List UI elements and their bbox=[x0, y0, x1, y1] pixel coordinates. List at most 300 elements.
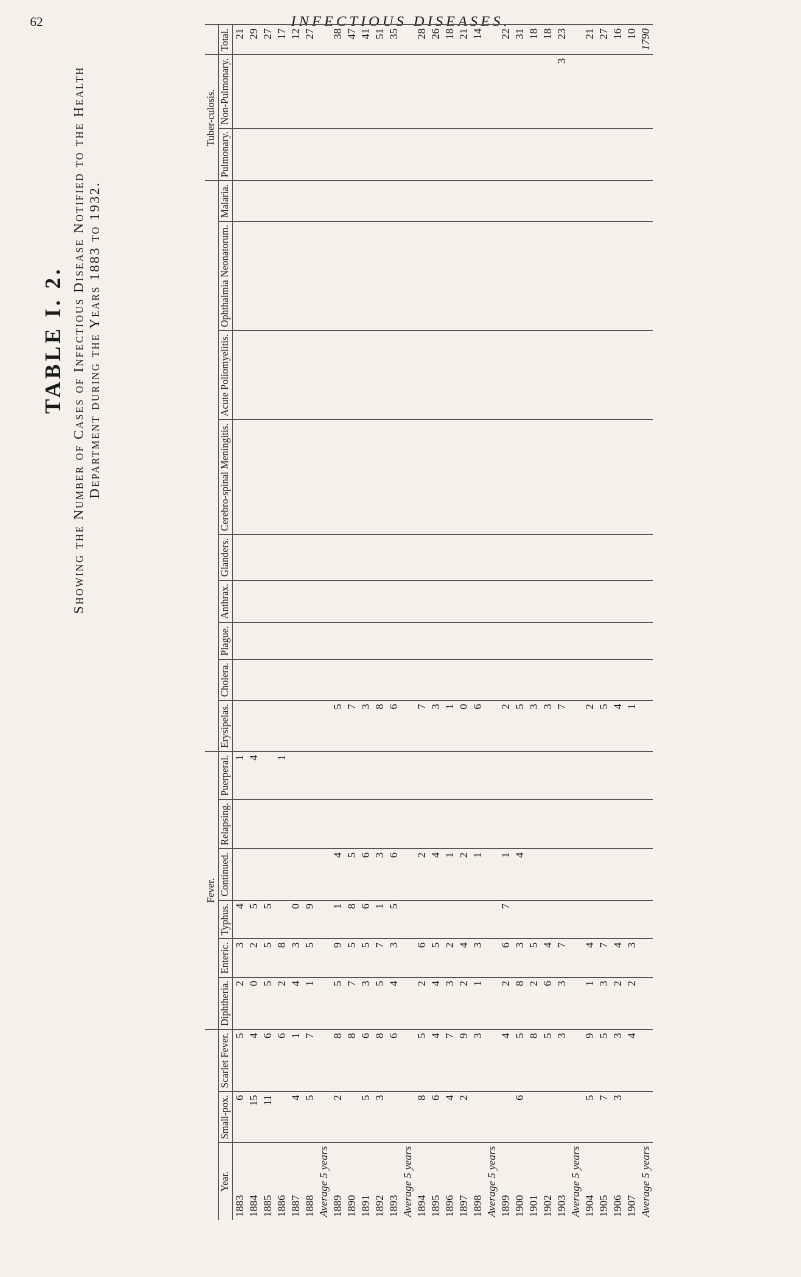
data-cell bbox=[275, 55, 289, 128]
data-cell bbox=[485, 700, 499, 751]
data-cell bbox=[597, 420, 611, 535]
year-cell: 1897 bbox=[457, 1143, 471, 1220]
data-cell bbox=[331, 55, 345, 128]
data-cell bbox=[527, 799, 541, 849]
data-cell bbox=[233, 331, 248, 420]
data-cell: 6 bbox=[541, 977, 555, 1029]
data-cell: 5 bbox=[513, 1029, 527, 1091]
data-cell bbox=[247, 55, 261, 128]
data-cell bbox=[625, 900, 639, 939]
data-cell bbox=[569, 1091, 583, 1142]
data-cell bbox=[457, 221, 471, 330]
data-cell: 5 bbox=[597, 1029, 611, 1091]
year-cell: 1904 bbox=[583, 1143, 597, 1220]
table-row bbox=[275, 25, 289, 1220]
data-cell bbox=[597, 900, 611, 939]
data-cell bbox=[289, 752, 303, 800]
data-cell: 18 bbox=[541, 25, 555, 55]
data-cell bbox=[275, 181, 289, 222]
table-title-block bbox=[40, 30, 104, 650]
year-cell: 1902 bbox=[541, 1143, 555, 1220]
data-cell bbox=[247, 420, 261, 535]
data-cell: 5 bbox=[597, 700, 611, 751]
column-header: Glanders. bbox=[219, 535, 233, 581]
data-cell bbox=[303, 849, 317, 900]
data-cell bbox=[541, 55, 555, 128]
data-cell: 2 bbox=[233, 977, 248, 1029]
data-cell: 3 bbox=[359, 700, 373, 751]
data-cell bbox=[639, 977, 653, 1029]
data-cell bbox=[401, 181, 415, 222]
title-line-2: Department during the Years 1883 to 1932. bbox=[88, 181, 103, 499]
data-cell bbox=[457, 331, 471, 420]
data-cell bbox=[415, 181, 429, 222]
data-cell: 1 bbox=[471, 849, 485, 900]
data-cell bbox=[373, 752, 387, 800]
data-cell bbox=[471, 535, 485, 581]
data-cell: 18 bbox=[527, 25, 541, 55]
data-cell bbox=[625, 535, 639, 581]
data-cell bbox=[415, 622, 429, 659]
data-cell bbox=[541, 900, 555, 939]
notification-table bbox=[205, 24, 653, 1220]
table-row bbox=[233, 25, 248, 1220]
data-cell bbox=[233, 849, 248, 900]
data-cell bbox=[303, 659, 317, 700]
data-cell: 8 bbox=[345, 1029, 359, 1091]
data-cell bbox=[499, 799, 513, 849]
data-cell bbox=[401, 535, 415, 581]
data-cell bbox=[583, 221, 597, 330]
data-cell bbox=[443, 535, 457, 581]
data-cell bbox=[443, 420, 457, 535]
data-cell bbox=[499, 55, 513, 128]
data-cell bbox=[625, 580, 639, 622]
data-cell: 6 bbox=[359, 900, 373, 939]
data-cell bbox=[275, 1091, 289, 1142]
year-cell: 1885 bbox=[261, 1143, 275, 1220]
data-cell bbox=[275, 128, 289, 181]
data-cell: 2 bbox=[527, 977, 541, 1029]
data-cell bbox=[499, 331, 513, 420]
year-cell: Average 5 years bbox=[317, 1143, 331, 1220]
data-cell bbox=[345, 752, 359, 800]
data-cell bbox=[485, 181, 499, 222]
data-cell bbox=[597, 659, 611, 700]
data-cell bbox=[415, 420, 429, 535]
column-header: Diphtheria. bbox=[219, 977, 233, 1029]
data-cell bbox=[527, 128, 541, 181]
data-cell: 5 bbox=[261, 939, 275, 977]
data-cell bbox=[359, 752, 373, 800]
data-cell bbox=[639, 181, 653, 222]
data-cell: 1 bbox=[303, 977, 317, 1029]
data-cell: 3 bbox=[429, 700, 443, 751]
data-cell: 4 bbox=[331, 849, 345, 900]
data-cell bbox=[639, 331, 653, 420]
data-cell bbox=[569, 977, 583, 1029]
data-cell bbox=[345, 535, 359, 581]
data-cell bbox=[401, 331, 415, 420]
data-cell bbox=[387, 535, 401, 581]
table-row bbox=[247, 25, 261, 1220]
data-cell bbox=[345, 659, 359, 700]
data-cell bbox=[317, 977, 331, 1029]
data-cell bbox=[485, 752, 499, 800]
data-cell bbox=[415, 900, 429, 939]
data-cell bbox=[401, 849, 415, 900]
data-cell bbox=[317, 181, 331, 222]
data-cell bbox=[373, 535, 387, 581]
data-cell bbox=[555, 752, 569, 800]
data-cell bbox=[597, 128, 611, 181]
data-cell bbox=[555, 580, 569, 622]
table-row bbox=[597, 25, 611, 1220]
data-cell bbox=[513, 420, 527, 535]
column-header: Cholera. bbox=[219, 659, 233, 700]
data-cell bbox=[387, 1091, 401, 1142]
data-cell bbox=[569, 221, 583, 330]
data-cell: 1790 bbox=[639, 25, 653, 55]
data-cell bbox=[429, 221, 443, 330]
data-cell bbox=[569, 128, 583, 181]
data-cell bbox=[261, 700, 275, 751]
data-cell: 1 bbox=[499, 849, 513, 900]
data-cell bbox=[499, 752, 513, 800]
data-cell bbox=[387, 799, 401, 849]
data-cell bbox=[261, 580, 275, 622]
data-cell bbox=[387, 622, 401, 659]
year-cell: 1890 bbox=[345, 1143, 359, 1220]
data-cell bbox=[373, 181, 387, 222]
year-cell: Average 5 years bbox=[401, 1143, 415, 1220]
data-cell bbox=[555, 420, 569, 535]
year-cell: 1894 bbox=[415, 1143, 429, 1220]
data-cell: 47 bbox=[345, 25, 359, 55]
data-cell: 18 bbox=[443, 25, 457, 55]
data-cell: 2 bbox=[457, 849, 471, 900]
year-cell: 1893 bbox=[387, 1143, 401, 1220]
data-cell: 7 bbox=[499, 900, 513, 939]
data-cell: 1 bbox=[583, 977, 597, 1029]
data-cell bbox=[541, 181, 555, 222]
data-cell bbox=[485, 799, 499, 849]
data-cell: 29 bbox=[247, 25, 261, 55]
data-cell: 38 bbox=[331, 25, 345, 55]
data-cell bbox=[569, 659, 583, 700]
data-cell bbox=[247, 331, 261, 420]
data-cell bbox=[625, 331, 639, 420]
year-cell: 1892 bbox=[373, 1143, 387, 1220]
data-cell: 21 bbox=[583, 25, 597, 55]
data-cell bbox=[555, 1091, 569, 1142]
data-cell bbox=[611, 128, 625, 181]
data-cell bbox=[485, 1091, 499, 1142]
data-cell bbox=[471, 900, 485, 939]
data-cell bbox=[485, 128, 499, 181]
data-cell: 3 bbox=[471, 1029, 485, 1091]
data-cell bbox=[625, 1091, 639, 1142]
data-cell bbox=[597, 849, 611, 900]
data-cell: 6 bbox=[499, 939, 513, 977]
data-cell bbox=[513, 900, 527, 939]
data-cell: 2 bbox=[443, 939, 457, 977]
data-cell bbox=[471, 799, 485, 849]
data-cell: 1 bbox=[373, 900, 387, 939]
column-header: Enteric. bbox=[219, 939, 233, 977]
data-cell: 2 bbox=[499, 700, 513, 751]
data-cell: 4 bbox=[611, 939, 625, 977]
data-cell bbox=[569, 420, 583, 535]
data-cell bbox=[317, 799, 331, 849]
data-cell bbox=[275, 420, 289, 535]
data-cell bbox=[471, 221, 485, 330]
column-header: Erysipelas. bbox=[219, 700, 233, 751]
data-cell bbox=[289, 659, 303, 700]
data-cell bbox=[569, 622, 583, 659]
data-cell: 9 bbox=[331, 939, 345, 977]
data-cell bbox=[499, 181, 513, 222]
table-label: TABLE I. 2. bbox=[40, 266, 65, 414]
data-cell bbox=[485, 1029, 499, 1091]
data-cell: 7 bbox=[443, 1029, 457, 1091]
data-cell bbox=[401, 799, 415, 849]
data-cell bbox=[303, 55, 317, 128]
data-cell bbox=[527, 221, 541, 330]
data-cell bbox=[485, 659, 499, 700]
data-cell bbox=[289, 420, 303, 535]
data-cell bbox=[401, 128, 415, 181]
data-cell bbox=[345, 181, 359, 222]
data-cell bbox=[429, 900, 443, 939]
data-cell bbox=[331, 752, 345, 800]
data-cell bbox=[597, 535, 611, 581]
data-cell: 1 bbox=[289, 1029, 303, 1091]
data-cell bbox=[569, 799, 583, 849]
data-cell bbox=[387, 659, 401, 700]
data-cell bbox=[317, 622, 331, 659]
data-cell bbox=[639, 535, 653, 581]
data-cell bbox=[317, 535, 331, 581]
data-cell bbox=[583, 55, 597, 128]
data-cell bbox=[499, 535, 513, 581]
data-cell bbox=[625, 128, 639, 181]
data-cell bbox=[485, 420, 499, 535]
data-cell: 3 bbox=[527, 700, 541, 751]
average-row bbox=[569, 25, 583, 1220]
column-header: Plague. bbox=[219, 622, 233, 659]
data-cell: 5 bbox=[331, 977, 345, 1029]
data-cell: 3 bbox=[373, 849, 387, 900]
data-cell bbox=[233, 181, 248, 222]
data-cell: 2 bbox=[499, 977, 513, 1029]
data-cell: 4 bbox=[583, 939, 597, 977]
data-cell bbox=[541, 420, 555, 535]
data-cell bbox=[233, 659, 248, 700]
data-cell bbox=[387, 752, 401, 800]
data-cell bbox=[527, 181, 541, 222]
data-cell: 9 bbox=[457, 1029, 471, 1091]
data-cell bbox=[625, 799, 639, 849]
data-cell bbox=[485, 331, 499, 420]
data-cell bbox=[597, 55, 611, 128]
data-cell bbox=[443, 752, 457, 800]
data-cell bbox=[387, 420, 401, 535]
data-cell bbox=[485, 221, 499, 330]
table-row bbox=[527, 25, 541, 1220]
data-cell bbox=[331, 659, 345, 700]
data-cell bbox=[275, 799, 289, 849]
data-cell bbox=[261, 221, 275, 330]
data-cell bbox=[555, 128, 569, 181]
data-cell bbox=[247, 799, 261, 849]
data-cell bbox=[555, 659, 569, 700]
data-cell bbox=[331, 128, 345, 181]
data-cell bbox=[611, 900, 625, 939]
data-cell bbox=[513, 128, 527, 181]
data-cell: 51 bbox=[373, 25, 387, 55]
data-cell: 5 bbox=[359, 1091, 373, 1142]
data-cell bbox=[359, 128, 373, 181]
data-cell bbox=[457, 622, 471, 659]
data-cell bbox=[415, 752, 429, 800]
data-cell: 3 bbox=[387, 939, 401, 977]
data-cell bbox=[247, 849, 261, 900]
data-cell: 4 bbox=[247, 1029, 261, 1091]
data-cell: 3 bbox=[625, 939, 639, 977]
data-cell bbox=[597, 221, 611, 330]
column-header: Total. bbox=[219, 25, 233, 55]
data-cell bbox=[583, 535, 597, 581]
data-cell bbox=[303, 128, 317, 181]
data-cell bbox=[233, 55, 248, 128]
data-cell bbox=[569, 55, 583, 128]
data-cell bbox=[569, 181, 583, 222]
data-cell: 4 bbox=[429, 849, 443, 900]
data-cell: 14 bbox=[471, 25, 485, 55]
data-cell bbox=[569, 1029, 583, 1091]
data-cell bbox=[275, 700, 289, 751]
group-blank-right bbox=[205, 25, 219, 55]
data-cell bbox=[415, 55, 429, 128]
data-cell bbox=[625, 181, 639, 222]
data-cell bbox=[555, 181, 569, 222]
data-cell bbox=[611, 659, 625, 700]
data-cell: 4 bbox=[289, 1091, 303, 1142]
data-cell bbox=[485, 55, 499, 128]
data-cell bbox=[401, 939, 415, 977]
data-cell: 4 bbox=[443, 1091, 457, 1142]
table-row bbox=[415, 25, 429, 1220]
data-cell bbox=[345, 55, 359, 128]
data-cell: 6 bbox=[387, 700, 401, 751]
data-cell: 8 bbox=[513, 977, 527, 1029]
data-cell: 5 bbox=[387, 900, 401, 939]
data-cell bbox=[275, 535, 289, 581]
data-cell: 35 bbox=[387, 25, 401, 55]
data-cell: 0 bbox=[289, 900, 303, 939]
table-row bbox=[457, 25, 471, 1220]
data-cell bbox=[583, 659, 597, 700]
data-cell bbox=[317, 1029, 331, 1091]
data-cell bbox=[513, 580, 527, 622]
table-row bbox=[261, 25, 275, 1220]
data-cell bbox=[541, 128, 555, 181]
data-cell: 5 bbox=[233, 1029, 248, 1091]
data-cell bbox=[429, 55, 443, 128]
data-cell bbox=[443, 221, 457, 330]
table-row bbox=[429, 25, 443, 1220]
data-cell bbox=[233, 535, 248, 581]
data-cell: 5 bbox=[513, 700, 527, 751]
data-cell bbox=[597, 580, 611, 622]
data-cell bbox=[303, 700, 317, 751]
year-cell: 1898 bbox=[471, 1143, 485, 1220]
data-cell bbox=[443, 659, 457, 700]
data-cell bbox=[639, 1029, 653, 1091]
data-cell bbox=[611, 535, 625, 581]
data-cell bbox=[233, 128, 248, 181]
data-cell: 7 bbox=[345, 700, 359, 751]
running-head: INFECTIOUS DISEASES. bbox=[290, 14, 511, 30]
data-cell: 3 bbox=[555, 55, 569, 128]
data-cell bbox=[555, 221, 569, 330]
data-cell bbox=[527, 659, 541, 700]
data-cell: 21 bbox=[233, 25, 248, 55]
data-cell: 2 bbox=[611, 977, 625, 1029]
data-cell bbox=[275, 659, 289, 700]
data-cell bbox=[471, 659, 485, 700]
data-cell bbox=[317, 25, 331, 55]
data-cell bbox=[569, 939, 583, 977]
data-cell bbox=[639, 221, 653, 330]
data-cell bbox=[443, 128, 457, 181]
data-cell: 1 bbox=[625, 700, 639, 751]
data-cell bbox=[233, 622, 248, 659]
data-cell bbox=[331, 622, 345, 659]
data-cell bbox=[317, 900, 331, 939]
data-cell bbox=[485, 535, 499, 581]
data-cell bbox=[317, 939, 331, 977]
data-cell bbox=[387, 331, 401, 420]
data-cell: 17 bbox=[275, 25, 289, 55]
data-cell bbox=[331, 580, 345, 622]
data-cell bbox=[261, 849, 275, 900]
data-cell bbox=[359, 181, 373, 222]
data-cell: 4 bbox=[625, 1029, 639, 1091]
data-cell bbox=[569, 752, 583, 800]
data-cell bbox=[359, 221, 373, 330]
data-cell bbox=[569, 849, 583, 900]
data-cell bbox=[359, 659, 373, 700]
year-cell: 1889 bbox=[331, 1143, 345, 1220]
data-cell bbox=[373, 580, 387, 622]
data-cell bbox=[387, 181, 401, 222]
data-cell bbox=[611, 752, 625, 800]
data-cell: 4 bbox=[387, 977, 401, 1029]
data-cell: 5 bbox=[331, 700, 345, 751]
data-cell bbox=[289, 849, 303, 900]
data-cell bbox=[345, 622, 359, 659]
table-row bbox=[443, 25, 457, 1220]
data-cell bbox=[583, 849, 597, 900]
data-cell bbox=[471, 331, 485, 420]
data-cell: 3 bbox=[597, 977, 611, 1029]
data-cell bbox=[289, 799, 303, 849]
data-cell bbox=[429, 580, 443, 622]
data-cell bbox=[457, 535, 471, 581]
data-cell bbox=[611, 622, 625, 659]
